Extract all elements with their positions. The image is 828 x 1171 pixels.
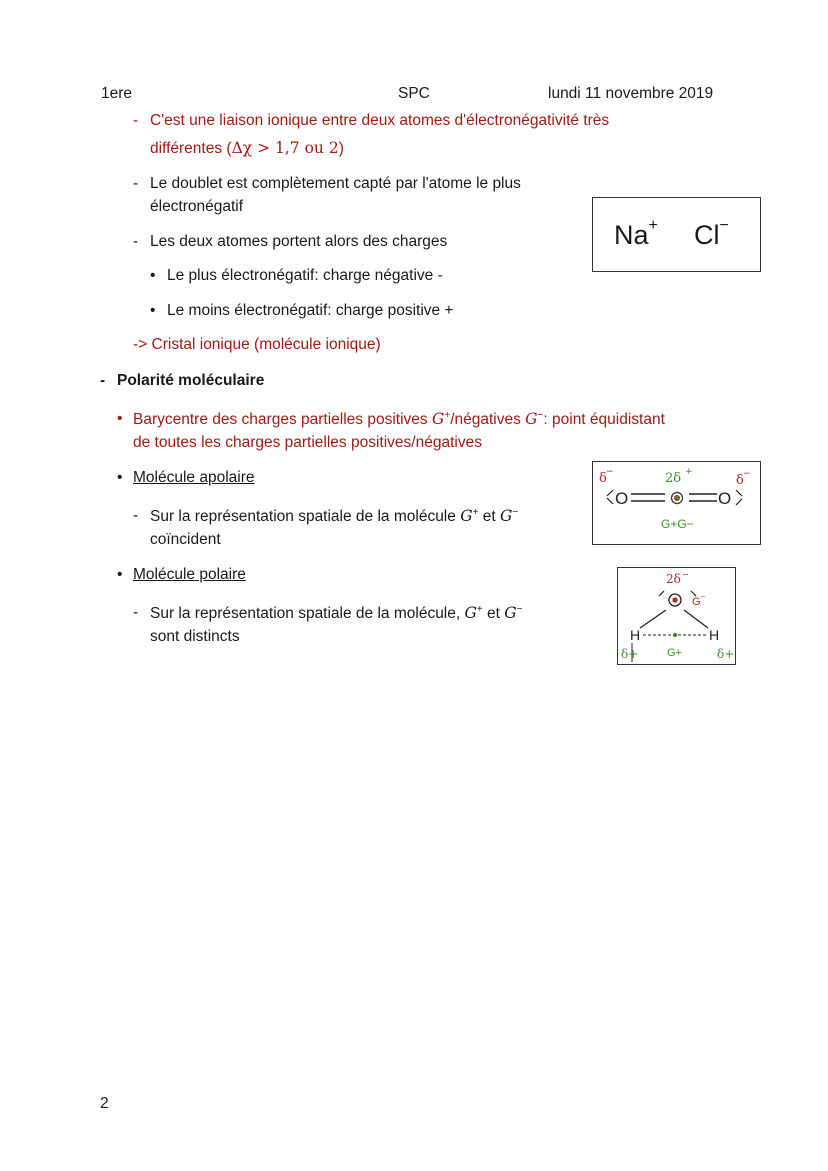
barycentre-line1: Barycentre des charges partielles positives G+/négatives G−: point équidistant	[133, 409, 665, 428]
doublet-line1: Le doublet est complètement capté par l'atome le plus	[150, 175, 521, 192]
minus-sign: −	[682, 570, 689, 579]
header-subject: SPC	[398, 85, 430, 102]
h2o-diagram	[618, 568, 735, 664]
oxygen-right: O	[718, 489, 732, 508]
dash-bullet: -	[133, 507, 139, 524]
co2-figure	[592, 461, 761, 545]
apolar-title: Molécule apolaire	[133, 469, 255, 486]
plus-sign: +	[685, 467, 693, 477]
page-number: 2	[100, 1095, 109, 1112]
dash-bullet: -	[133, 233, 139, 250]
co2-diagram	[593, 462, 760, 544]
apolar-line1: Sur la représentation spatiale de la molécule G+ et G−	[150, 506, 519, 525]
ionic-line2: différentes (Δχ > 1,7 ou 2)	[150, 139, 344, 157]
delta-plus-right: δ+	[717, 647, 735, 661]
ionic-crystal-line: -> Cristal ionique (molécule ionique)	[133, 336, 381, 353]
bullet: •	[117, 566, 123, 583]
bullet: •	[117, 410, 123, 427]
lone-pair-line	[607, 490, 613, 496]
oxygen-left: O	[615, 489, 629, 508]
dash-bullet: -	[133, 112, 139, 129]
lone-pair-line	[736, 490, 742, 496]
minus-sign-left: −	[606, 467, 614, 477]
chloride-ion: Cl−	[694, 217, 729, 250]
two-delta-plus: 2δ	[665, 471, 682, 486]
two-delta-minus: 2δ	[666, 572, 681, 586]
charges-line: Les deux atomes portent alors des charges	[150, 233, 448, 250]
lone-pair-line	[607, 498, 613, 504]
lone-pair-line	[736, 499, 742, 505]
bond-line	[640, 610, 666, 628]
apolar-line2: coïncident	[150, 531, 221, 548]
header-date: lundi 11 novembre 2019	[548, 85, 714, 102]
g-minus-dot	[672, 597, 677, 602]
minus-sign: −	[700, 593, 706, 601]
negative-charge-line: Le plus électronégatif: charge négative -	[167, 267, 443, 284]
delta-minus-right: δ	[736, 473, 744, 488]
hydrogen-right: H	[709, 627, 720, 643]
delta-minus-left: δ	[599, 471, 607, 486]
g-minus-label: G	[692, 596, 701, 608]
delta-plus-left: δ+	[621, 647, 639, 661]
bullet: •	[150, 302, 156, 319]
minus-sign-right: −	[743, 469, 751, 479]
dash-bullet: -	[133, 604, 139, 621]
g-plus-dot	[673, 633, 677, 637]
h2o-figure	[617, 567, 736, 665]
doublet-line2: électronégatif	[150, 198, 244, 215]
polarity-title: Polarité moléculaire	[117, 372, 265, 389]
ionic-line1: C'est une liaison ionique entre deux atomes d'électronégativité très	[150, 112, 610, 129]
bond-line	[684, 610, 708, 628]
polar-line1: Sur la représentation spatiale de la molécule, G+ et G−	[150, 603, 523, 622]
barycentre-line2: de toutes les charges partielles positives/négatives	[133, 434, 482, 451]
bullet: •	[150, 267, 156, 284]
g-plus-label: G+	[667, 647, 682, 659]
positive-charge-line: Le moins électronégatif: charge positive +	[167, 302, 454, 319]
lone-pair-line	[659, 591, 664, 596]
section-dash: -	[100, 372, 106, 389]
header-level: 1ere	[101, 85, 133, 102]
polar-line2: sont distincts	[150, 628, 240, 645]
dash-bullet: -	[133, 175, 139, 192]
g-plus-dot	[675, 496, 679, 500]
polar-title: Molécule polaire	[133, 566, 246, 583]
nacl-figure	[592, 197, 761, 272]
g-plus-g-minus-label: G+G−	[661, 517, 694, 531]
bullet: •	[117, 469, 123, 486]
sodium-ion: Na+	[614, 217, 658, 250]
hydrogen-left: H	[630, 627, 641, 643]
